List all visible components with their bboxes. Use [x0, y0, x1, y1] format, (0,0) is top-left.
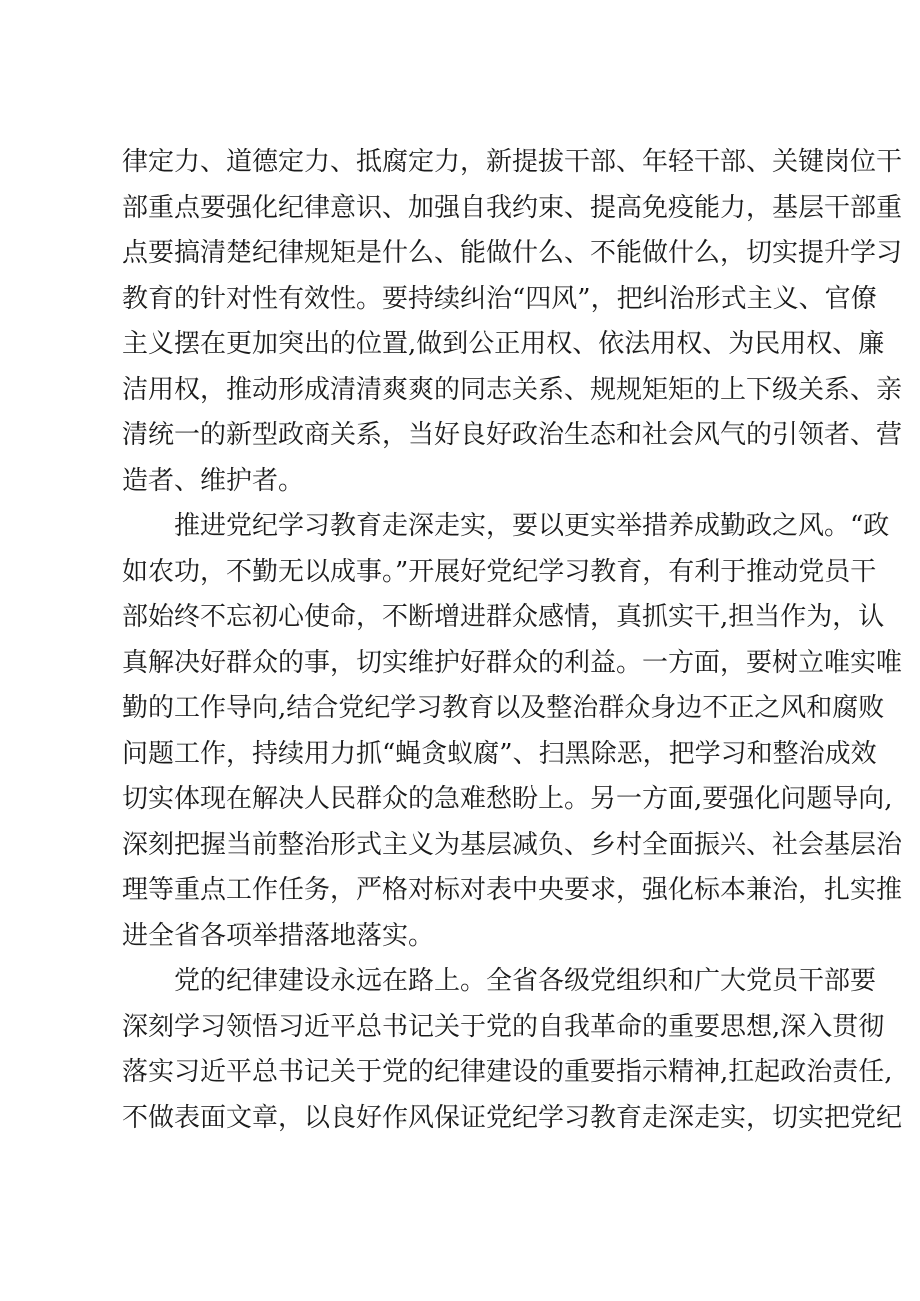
text-line: 洁用权，推动形成清清爽爽的同志关系、规规矩矩的上下级关系、亲: [122, 374, 903, 405]
text-line: 勤的工作导向,结合党纪学习教育以及整治群众身边不正之风和腐败: [122, 693, 885, 723]
text-line: 真解决好群众的事，切实维护好群众的利益。一方面，要树立唯实唯: [122, 647, 903, 678]
text-line: 教育的针对性有效性。要持续纠治“四风”，把纠治形式主义、官僚: [122, 283, 877, 314]
text-line: 推进党纪学习教育走深走实，要以更实举措养成勤政之风。“政: [174, 511, 890, 541]
text-line: 落实习近平总书记关于党的纪律建设的重要指示精神,扛起政治责任,: [122, 1057, 893, 1087]
text-line: 部始终不忘初心使命，不断增进群众感情，真抓实干,担当作为，认: [122, 602, 885, 632]
text-line: 如农功，不勤无以成事。”开展好党纪学习教育，有利于推动党员干: [122, 556, 877, 587]
paragraph-1: [122, 140, 903, 504]
text-line: 清统一的新型政商关系，当好良好政治生态和社会风气的引领者、营: [122, 420, 903, 450]
paragraph-3: [122, 959, 903, 1141]
text-line: 问题工作，持续用力抓“蝇贪蚁腐”、扫黑除恶，把学习和整治成效: [122, 738, 877, 769]
text-line: 造者、维护者。: [122, 465, 305, 496]
text-line: 深刻把握当前整治形式主义为基层减负、乡村全面振兴、社会基层治: [122, 829, 903, 860]
text-line: 党的纪律建设永远在路上。全省各级党组织和广大党员干部要: [174, 966, 877, 996]
text-line: 律定力、道德定力、抵腐定力，新提拔干部、年轻干部、关键岗位干: [122, 147, 903, 177]
text-line: 理等重点工作任务，严格对标对表中央要求，强化标本兼治，扎实推: [122, 875, 903, 905]
paragraph-2: [122, 504, 903, 959]
text-line: 进全省各项举措落地落实。: [122, 920, 435, 951]
document-body: [122, 140, 903, 1141]
text-line: 不做表面文章，以良好作风保证党纪学习教育走深走实，切实把党纪: [122, 1102, 903, 1133]
text-line: 点要搞清楚纪律规矩是什么、能做什么、不能做什么，切实提升学习: [122, 238, 903, 268]
text-line: 深刻学习领悟习近平总书记关于党的自我革命的重要思想,深入贯彻: [122, 1011, 885, 1042]
text-line: 主义摆在更加突出的位置,做到公正用权、依法用权、为民用权、廉: [122, 329, 885, 359]
text-line: 切实体现在解决人民群众的急难愁盼上。另一方面,要强化问题导向,: [122, 784, 893, 814]
text-line: 部重点要强化纪律意识、加强自我约束、提高免疫能力，基层干部重: [122, 192, 903, 223]
